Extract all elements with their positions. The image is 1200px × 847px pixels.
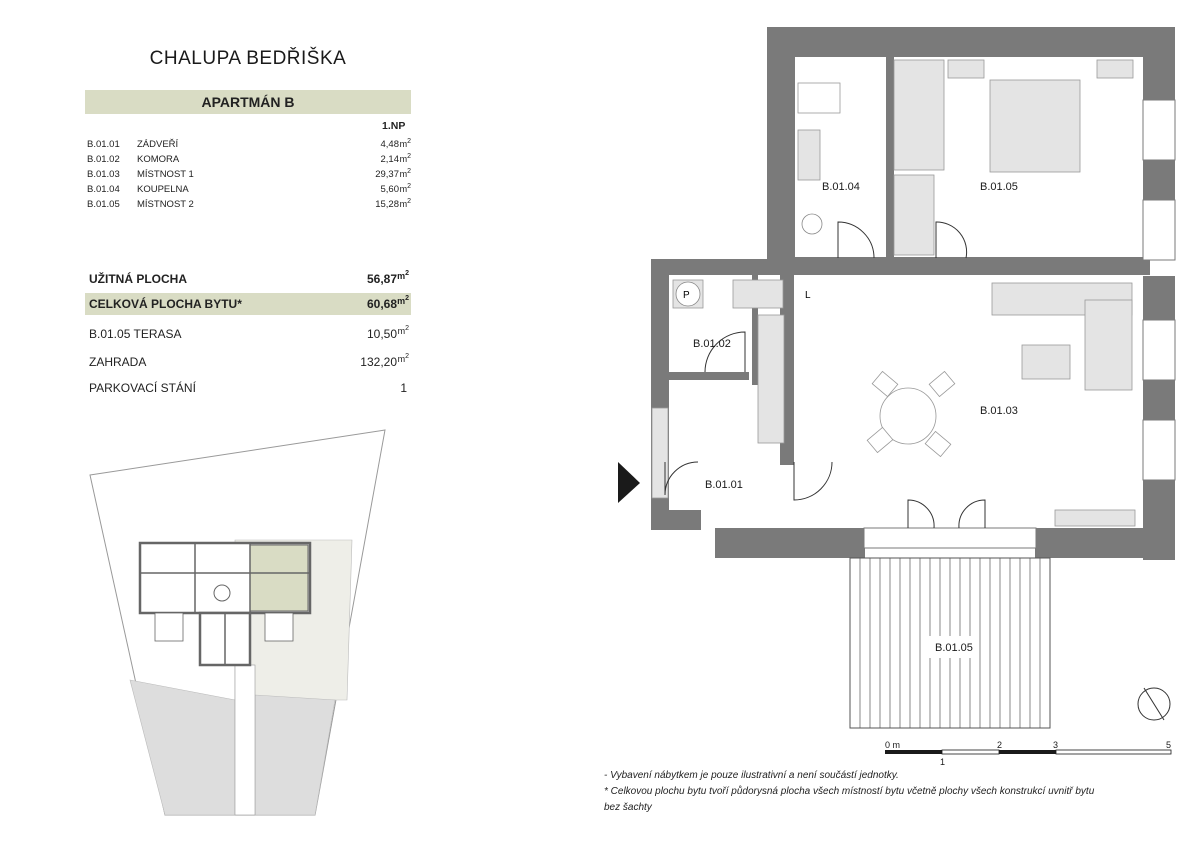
- summary-parking: PARKOVACÍ STÁNÍ 1: [89, 381, 407, 395]
- room-row: [85, 154, 411, 168]
- terrace-label: B.01.05: [935, 642, 973, 654]
- room-name: KOUPELNA: [137, 184, 189, 195]
- floor-label: 1.NP: [382, 120, 406, 132]
- room-unit: $m^2$: [399, 168, 411, 179]
- note-area: * Celkovou plochu bytu tvoří půdorysná plocha všech místností bytu včetně plochy všech konstrukcí uvnitř bytu: [604, 786, 1095, 797]
- room-name: ZÁDVEŘÍ: [137, 139, 179, 150]
- room-area: 5,60: [380, 184, 399, 195]
- scale-label-2: 2: [997, 740, 1003, 750]
- summary-usable-area: UŽITNÁ PLOCHA 56,87 $m^2$: [89, 270, 409, 286]
- summary-total-area: CELKOVÁ PLOCHA BYTU* 60,68 $m^2$: [85, 293, 411, 315]
- room-code: B.01.01: [87, 139, 120, 150]
- note-furniture: - Vybavení nábytkem je pouze ilustrativní a není součástí jednotky.: [604, 770, 899, 781]
- note-area-cont: bez šachty: [604, 802, 652, 813]
- access-path: [235, 665, 255, 815]
- dryer-label: L: [805, 290, 811, 301]
- room-name: MÍSTNOST 1: [137, 169, 194, 180]
- room-area: 4,48: [380, 139, 399, 150]
- room-area: 29,37: [375, 169, 399, 180]
- scale-bar: [885, 740, 1171, 767]
- site-plan: [85, 425, 395, 825]
- room-row: [85, 169, 411, 183]
- apartment-header: [85, 90, 411, 114]
- room-label-b0103: B.01.03: [980, 405, 1018, 417]
- room-code: B.01.03: [87, 169, 120, 180]
- page-title: CHALUPA BEDŘIŠKA: [149, 48, 347, 69]
- room-label-b0104: B.01.04: [822, 181, 860, 193]
- room-label-b0101: B.01.01: [705, 479, 743, 491]
- scale-label-3: 3: [1053, 740, 1059, 750]
- room-name: MÍSTNOST 2: [137, 199, 194, 210]
- room-code: B.01.02: [87, 154, 120, 165]
- washer-label: P: [683, 290, 690, 301]
- room-code: B.01.05: [87, 199, 120, 210]
- room-code: B.01.04: [87, 184, 120, 195]
- apartment-b-highlight: [250, 545, 308, 611]
- summary-garden: ZAHRADA 132,20 $m^2$: [89, 353, 409, 369]
- paved-area-left: [130, 680, 235, 815]
- north-arrow-icon: [1138, 688, 1170, 720]
- room-unit: $m^2$: [399, 183, 411, 194]
- room-unit: $m^2$: [399, 153, 411, 164]
- scale-label-1: 1: [940, 757, 946, 767]
- room-unit: $m^2$: [399, 138, 411, 149]
- paved-area-right: [255, 695, 335, 815]
- room-label-b0102: B.01.02: [693, 338, 731, 350]
- apartment-name: APARTMÁN B: [201, 94, 295, 110]
- room-row: [85, 139, 411, 153]
- room-area: 2,14: [380, 154, 399, 165]
- room-name: KOMORA: [137, 154, 180, 165]
- entrance-arrow-icon: [618, 462, 640, 503]
- room-unit: $m^2$: [399, 198, 411, 209]
- toilet-icon: [802, 214, 822, 234]
- room-area: 15,28: [375, 199, 399, 210]
- scale-label-0: 0 m: [885, 740, 901, 750]
- room-label-b0105: B.01.05: [980, 181, 1018, 193]
- room-row: [85, 199, 411, 213]
- floor-plan: [600, 20, 1200, 790]
- summary-terrace: B.01.05 TERASA 10,50 $m^2$: [89, 325, 409, 341]
- scale-label-5: 5: [1166, 740, 1172, 750]
- room-row: [85, 184, 411, 198]
